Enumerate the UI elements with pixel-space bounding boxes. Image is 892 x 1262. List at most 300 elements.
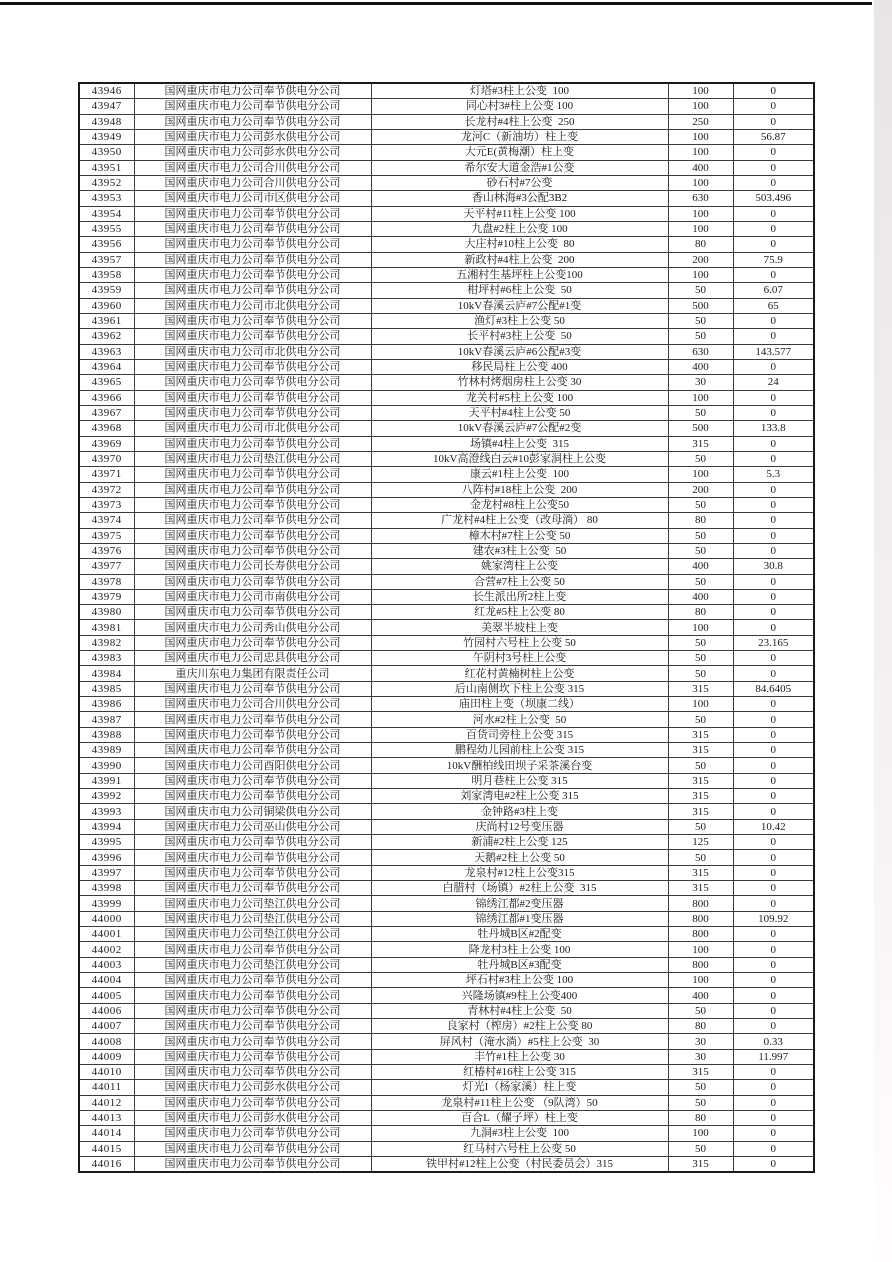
- row-id-cell: 43946: [79, 83, 134, 99]
- page-top-rule: [0, 2, 872, 5]
- company-cell: 国网重庆市电力公司市北供电分公司: [134, 421, 371, 436]
- capacity-cell: 30: [668, 1034, 733, 1049]
- device-name-cell: 移民局柱上公变 400: [371, 359, 668, 374]
- company-cell: 国网重庆市电力公司奉节供电分公司: [134, 83, 371, 99]
- table-row: [79, 83, 814, 99]
- company-cell: 国网重庆市电力公司奉节供电分公司: [134, 283, 371, 298]
- device-name-cell: 牡丹城B区#2配变: [371, 927, 668, 942]
- company-cell: 国网重庆市电力公司奉节供电分公司: [134, 221, 371, 236]
- value-cell: 0: [733, 743, 814, 758]
- company-cell: 国网重庆市电力公司垫江供电分公司: [134, 451, 371, 466]
- capacity-cell: 100: [668, 83, 733, 99]
- device-name-cell: 金钟路#3柱上变: [371, 804, 668, 819]
- row-id-cell: 43970: [79, 451, 134, 466]
- value-cell: 0: [733, 528, 814, 543]
- capacity-cell: 100: [668, 467, 733, 482]
- capacity-cell: 400: [668, 589, 733, 604]
- row-id-cell: 43989: [79, 743, 134, 758]
- company-cell: 国网重庆市电力公司奉节供电分公司: [134, 329, 371, 344]
- capacity-cell: 200: [668, 252, 733, 267]
- device-name-cell: 龙河C（新油坊）柱上变: [371, 129, 668, 144]
- value-cell: 0: [733, 666, 814, 681]
- device-name-cell: 坪石村#3柱上公变 100: [371, 973, 668, 988]
- capacity-cell: 100: [668, 175, 733, 190]
- value-cell: 0: [733, 1110, 814, 1125]
- value-cell: 0: [733, 390, 814, 405]
- table-row: [79, 927, 814, 942]
- company-cell: 国网重庆市电力公司合川供电分公司: [134, 160, 371, 175]
- device-name-cell: 九盘#2柱上公变 100: [371, 221, 668, 236]
- capacity-cell: 100: [668, 129, 733, 144]
- device-name-cell: 庆尚村12号变压器: [371, 819, 668, 834]
- device-name-cell: 长平村#3柱上公变 50: [371, 329, 668, 344]
- capacity-cell: 50: [668, 819, 733, 834]
- table-row: [79, 359, 814, 374]
- row-id-cell: 44013: [79, 1110, 134, 1125]
- table-row: [79, 175, 814, 190]
- value-cell: 84.6405: [733, 681, 814, 696]
- company-cell: 国网重庆市电力公司奉节供电分公司: [134, 1095, 371, 1110]
- row-id-cell: 43972: [79, 482, 134, 497]
- capacity-cell: 100: [668, 206, 733, 221]
- row-id-cell: 44004: [79, 973, 134, 988]
- value-cell: 0: [733, 927, 814, 942]
- value-cell: 0: [733, 942, 814, 957]
- row-id-cell: 43971: [79, 467, 134, 482]
- device-name-cell: 灯光I（杨家溪）柱上变: [371, 1080, 668, 1095]
- row-id-cell: 43966: [79, 390, 134, 405]
- company-cell: 国网重庆市电力公司彭水供电分公司: [134, 145, 371, 160]
- capacity-cell: 100: [668, 145, 733, 160]
- device-name-cell: 金龙村#8柱上公变50: [371, 497, 668, 512]
- company-cell: 国网重庆市电力公司酉阳供电分公司: [134, 758, 371, 773]
- table-row: [79, 712, 814, 727]
- table-row: [79, 620, 814, 635]
- table-row: [79, 114, 814, 129]
- value-cell: 0: [733, 83, 814, 99]
- company-cell: 国网重庆市电力公司奉节供电分公司: [134, 99, 371, 114]
- value-cell: 0: [733, 773, 814, 788]
- device-name-cell: 康云#1柱上公变 100: [371, 467, 668, 482]
- capacity-cell: 100: [668, 390, 733, 405]
- value-cell: 0: [733, 712, 814, 727]
- row-id-cell: 44012: [79, 1095, 134, 1110]
- capacity-cell: 100: [668, 99, 733, 114]
- company-cell: 国网重庆市电力公司长寿供电分公司: [134, 559, 371, 574]
- value-cell: 0: [733, 697, 814, 712]
- capacity-cell: 315: [668, 1065, 733, 1080]
- capacity-cell: 400: [668, 160, 733, 175]
- value-cell: 0: [733, 359, 814, 374]
- company-cell: 国网重庆市电力公司垫江供电分公司: [134, 957, 371, 972]
- value-cell: 0: [733, 605, 814, 620]
- row-id-cell: 43959: [79, 283, 134, 298]
- capacity-cell: 315: [668, 436, 733, 451]
- device-name-cell: 场镇#4柱上公变 315: [371, 436, 668, 451]
- company-cell: 国网重庆市电力公司奉节供电分公司: [134, 681, 371, 696]
- table-row: [79, 513, 814, 528]
- capacity-cell: 800: [668, 927, 733, 942]
- value-cell: 0: [733, 237, 814, 252]
- capacity-cell: 80: [668, 605, 733, 620]
- capacity-cell: 800: [668, 911, 733, 926]
- company-cell: 国网重庆市电力公司巫山供电分公司: [134, 819, 371, 834]
- row-id-cell: 43960: [79, 298, 134, 313]
- device-name-cell: 龙泉村#11柱上公变 （9队湾）50: [371, 1095, 668, 1110]
- capacity-cell: 200: [668, 482, 733, 497]
- row-id-cell: 43996: [79, 850, 134, 865]
- value-cell: 0: [733, 881, 814, 896]
- company-cell: 国网重庆市电力公司奉节供电分公司: [134, 743, 371, 758]
- value-cell: 0: [733, 1126, 814, 1141]
- table-row: [79, 283, 814, 298]
- value-cell: 0: [733, 727, 814, 742]
- table-row: [79, 221, 814, 236]
- company-cell: 国网重庆市电力公司市区供电分公司: [134, 191, 371, 206]
- device-name-cell: 美翠半坡柱上变: [371, 620, 668, 635]
- company-cell: 国网重庆市电力公司奉节供电分公司: [134, 835, 371, 850]
- capacity-cell: 315: [668, 1156, 733, 1172]
- capacity-cell: 800: [668, 957, 733, 972]
- company-cell: 国网重庆市电力公司合川供电分公司: [134, 175, 371, 190]
- table-row: [79, 957, 814, 972]
- company-cell: 国网重庆市电力公司奉节供电分公司: [134, 313, 371, 328]
- company-cell: 国网重庆市电力公司垫江供电分公司: [134, 911, 371, 926]
- capacity-cell: 50: [668, 329, 733, 344]
- device-name-cell: 渔灯#3柱上公变 50: [371, 313, 668, 328]
- company-cell: 国网重庆市电力公司垫江供电分公司: [134, 927, 371, 942]
- company-cell: 国网重庆市电力公司奉节供电分公司: [134, 467, 371, 482]
- row-id-cell: 43964: [79, 359, 134, 374]
- device-name-cell: 大庄村#10柱上公变 80: [371, 237, 668, 252]
- row-id-cell: 44001: [79, 927, 134, 942]
- row-id-cell: 43994: [79, 819, 134, 834]
- capacity-cell: 30: [668, 1049, 733, 1064]
- table-body: [79, 83, 814, 1172]
- capacity-cell: 125: [668, 835, 733, 850]
- company-cell: 国网重庆市电力公司秀山供电分公司: [134, 620, 371, 635]
- row-id-cell: 43973: [79, 497, 134, 512]
- capacity-cell: 630: [668, 191, 733, 206]
- table-row: [79, 390, 814, 405]
- row-id-cell: 44016: [79, 1156, 134, 1172]
- value-cell: 0: [733, 957, 814, 972]
- device-name-cell: 河水#2柱上公变 50: [371, 712, 668, 727]
- company-cell: 国网重庆市电力公司奉节供电分公司: [134, 359, 371, 374]
- row-id-cell: 43979: [79, 589, 134, 604]
- capacity-cell: 100: [668, 267, 733, 282]
- table-row: [79, 313, 814, 328]
- value-cell: 0: [733, 160, 814, 175]
- company-cell: 国网重庆市电力公司奉节供电分公司: [134, 773, 371, 788]
- row-id-cell: 44002: [79, 942, 134, 957]
- table-row: [79, 850, 814, 865]
- company-cell: 国网重庆市电力公司奉节供电分公司: [134, 1065, 371, 1080]
- device-name-cell: 兴隆场镇#9柱上公变400: [371, 988, 668, 1003]
- capacity-cell: 50: [668, 666, 733, 681]
- company-cell: 国网重庆市电力公司垫江供电分公司: [134, 896, 371, 911]
- company-cell: 国网重庆市电力公司市南供电分公司: [134, 589, 371, 604]
- value-cell: 0: [733, 1080, 814, 1095]
- device-name-cell: 红马村六号柱上公变 50: [371, 1141, 668, 1156]
- table-row: [79, 160, 814, 175]
- device-name-cell: 红龙#5柱上公变 80: [371, 605, 668, 620]
- capacity-cell: 50: [668, 1095, 733, 1110]
- capacity-cell: 100: [668, 942, 733, 957]
- table-row: [79, 589, 814, 604]
- value-cell: 0: [733, 1019, 814, 1034]
- company-cell: 国网重庆市电力公司奉节供电分公司: [134, 1034, 371, 1049]
- table-row: [79, 697, 814, 712]
- capacity-cell: 50: [668, 1003, 733, 1018]
- table-row: [79, 497, 814, 512]
- capacity-cell: 800: [668, 896, 733, 911]
- company-cell: 国网重庆市电力公司彭水供电分公司: [134, 1080, 371, 1095]
- row-id-cell: 43991: [79, 773, 134, 788]
- capacity-cell: 315: [668, 881, 733, 896]
- device-name-cell: 龙关村#5柱上公变 100: [371, 390, 668, 405]
- company-cell: 国网重庆市电力公司奉节供电分公司: [134, 712, 371, 727]
- value-cell: 0: [733, 620, 814, 635]
- company-cell: 国网重庆市电力公司奉节供电分公司: [134, 1141, 371, 1156]
- company-cell: 国网重庆市电力公司奉节供电分公司: [134, 1156, 371, 1172]
- value-cell: 0: [733, 789, 814, 804]
- table-row: [79, 911, 814, 926]
- table-row: [79, 1126, 814, 1141]
- row-id-cell: 44010: [79, 1065, 134, 1080]
- value-cell: 0: [733, 1156, 814, 1172]
- capacity-cell: 100: [668, 620, 733, 635]
- value-cell: 5.3: [733, 467, 814, 482]
- table-row: [79, 1156, 814, 1172]
- device-name-cell: 锦绣江都#2变压器: [371, 896, 668, 911]
- company-cell: 国网重庆市电力公司奉节供电分公司: [134, 482, 371, 497]
- table-row: [79, 881, 814, 896]
- value-cell: 0: [733, 1141, 814, 1156]
- company-cell: 国网重庆市电力公司奉节供电分公司: [134, 252, 371, 267]
- company-cell: 国网重庆市电力公司奉节供电分公司: [134, 375, 371, 390]
- device-name-cell: 建农#3柱上公变 50: [371, 543, 668, 558]
- device-name-cell: 灯塔#3柱上公变 100: [371, 83, 668, 99]
- device-name-cell: 香山林海#3公配3B2: [371, 191, 668, 206]
- company-cell: 国网重庆市电力公司奉节供电分公司: [134, 390, 371, 405]
- company-cell: 国网重庆市电力公司市北供电分公司: [134, 298, 371, 313]
- table-row: [79, 329, 814, 344]
- capacity-cell: 500: [668, 298, 733, 313]
- value-cell: 0: [733, 267, 814, 282]
- row-id-cell: 43948: [79, 114, 134, 129]
- device-name-cell: 五湘村生基坪柱上公变100: [371, 267, 668, 282]
- row-id-cell: 43976: [79, 543, 134, 558]
- table-row: [79, 605, 814, 620]
- table-row: [79, 436, 814, 451]
- row-id-cell: 44006: [79, 1003, 134, 1018]
- capacity-cell: 50: [668, 651, 733, 666]
- value-cell: 0: [733, 451, 814, 466]
- capacity-cell: 80: [668, 237, 733, 252]
- capacity-cell: 50: [668, 1080, 733, 1095]
- company-cell: 国网重庆市电力公司奉节供电分公司: [134, 206, 371, 221]
- capacity-cell: 80: [668, 1019, 733, 1034]
- row-id-cell: 44015: [79, 1141, 134, 1156]
- row-id-cell: 43956: [79, 237, 134, 252]
- page-edge-shadow: [874, 0, 892, 1262]
- device-name-cell: 长生派出所2柱上变: [371, 589, 668, 604]
- table-row: [79, 651, 814, 666]
- company-cell: 国网重庆市电力公司奉节供电分公司: [134, 605, 371, 620]
- table-row: [79, 727, 814, 742]
- table-row: [79, 666, 814, 681]
- capacity-cell: 50: [668, 635, 733, 650]
- device-name-cell: 丰竹#1柱上公变 30: [371, 1049, 668, 1064]
- row-id-cell: 43954: [79, 206, 134, 221]
- company-cell: 国网重庆市电力公司奉节供电分公司: [134, 543, 371, 558]
- row-id-cell: 43998: [79, 881, 134, 896]
- company-cell: 国网重庆市电力公司铜梁供电分公司: [134, 804, 371, 819]
- value-cell: 0: [733, 405, 814, 420]
- table-row: [79, 405, 814, 420]
- value-cell: 0: [733, 1003, 814, 1018]
- capacity-cell: 315: [668, 743, 733, 758]
- row-id-cell: 43955: [79, 221, 134, 236]
- capacity-cell: 50: [668, 574, 733, 589]
- row-id-cell: 44005: [79, 988, 134, 1003]
- capacity-cell: 50: [668, 313, 733, 328]
- capacity-cell: 50: [668, 497, 733, 512]
- value-cell: 0: [733, 651, 814, 666]
- company-cell: 国网重庆市电力公司奉节供电分公司: [134, 789, 371, 804]
- value-cell: 133.8: [733, 421, 814, 436]
- value-cell: 143.577: [733, 344, 814, 359]
- table-row: [79, 298, 814, 313]
- capacity-cell: 500: [668, 421, 733, 436]
- company-cell: 国网重庆市电力公司奉节供电分公司: [134, 114, 371, 129]
- company-cell: 国网重庆市电力公司奉节供电分公司: [134, 267, 371, 282]
- table-row: [79, 344, 814, 359]
- capacity-cell: 315: [668, 727, 733, 742]
- table-row: [79, 804, 814, 819]
- capacity-cell: 315: [668, 804, 733, 819]
- device-name-cell: 希尔安大道金浩#1公变: [371, 160, 668, 175]
- capacity-cell: 50: [668, 283, 733, 298]
- transformer-table: [78, 82, 815, 1173]
- device-name-cell: 广龙村#4柱上公变（改母淌） 80: [371, 513, 668, 528]
- company-cell: 国网重庆市电力公司奉节供电分公司: [134, 1126, 371, 1141]
- company-cell: 国网重庆市电力公司忠县供电分公司: [134, 651, 371, 666]
- company-cell: 国网重庆市电力公司奉节供电分公司: [134, 1019, 371, 1034]
- value-cell: 0: [733, 973, 814, 988]
- table-row: [79, 421, 814, 436]
- device-name-cell: 降龙村3柱上公变 100: [371, 942, 668, 957]
- table-row: [79, 973, 814, 988]
- row-id-cell: 44003: [79, 957, 134, 972]
- row-id-cell: 43958: [79, 267, 134, 282]
- table-row: [79, 1095, 814, 1110]
- device-name-cell: 刘家湾电#2柱上公变 315: [371, 789, 668, 804]
- row-id-cell: 43997: [79, 865, 134, 880]
- company-cell: 国网重庆市电力公司奉节供电分公司: [134, 988, 371, 1003]
- company-cell: 国网重庆市电力公司市北供电分公司: [134, 344, 371, 359]
- table-row: [79, 543, 814, 558]
- table-row: [79, 1110, 814, 1125]
- company-cell: 国网重庆市电力公司奉节供电分公司: [134, 865, 371, 880]
- capacity-cell: 315: [668, 789, 733, 804]
- value-cell: 11.997: [733, 1049, 814, 1064]
- row-id-cell: 43990: [79, 758, 134, 773]
- value-cell: 0: [733, 513, 814, 528]
- table-row: [79, 681, 814, 696]
- company-cell: 国网重庆市电力公司奉节供电分公司: [134, 881, 371, 896]
- table-row: [79, 559, 814, 574]
- row-id-cell: 43963: [79, 344, 134, 359]
- row-id-cell: 43977: [79, 559, 134, 574]
- capacity-cell: 50: [668, 451, 733, 466]
- row-id-cell: 43947: [79, 99, 134, 114]
- row-id-cell: 44009: [79, 1049, 134, 1064]
- capacity-cell: 50: [668, 758, 733, 773]
- device-name-cell: 天鹅#2柱上公变 50: [371, 850, 668, 865]
- capacity-cell: 50: [668, 1141, 733, 1156]
- value-cell: 0: [733, 896, 814, 911]
- device-name-cell: 庙田柱上变（坝康二线）: [371, 697, 668, 712]
- company-cell: 国网重庆市电力公司合川供电分公司: [134, 697, 371, 712]
- company-cell: 国网重庆市电力公司奉节供电分公司: [134, 1003, 371, 1018]
- table-row: [79, 145, 814, 160]
- capacity-cell: 100: [668, 697, 733, 712]
- device-name-cell: 新政村#4柱上公变 200: [371, 252, 668, 267]
- value-cell: 0: [733, 313, 814, 328]
- value-cell: 6.07: [733, 283, 814, 298]
- row-id-cell: 43995: [79, 835, 134, 850]
- table-row: [79, 375, 814, 390]
- row-id-cell: 43968: [79, 421, 134, 436]
- company-cell: 国网重庆市电力公司彭水供电分公司: [134, 129, 371, 144]
- value-cell: 0: [733, 497, 814, 512]
- device-name-cell: 明月巷柱上公变 315: [371, 773, 668, 788]
- row-id-cell: 43985: [79, 681, 134, 696]
- device-name-cell: 天平村#4柱上公变 50: [371, 405, 668, 420]
- company-cell: 国网重庆市电力公司奉节供电分公司: [134, 436, 371, 451]
- device-name-cell: 新浦#2柱上公变 125: [371, 835, 668, 850]
- device-name-cell: 红椿村#16柱上公变 315: [371, 1065, 668, 1080]
- company-cell: 国网重庆市电力公司奉节供电分公司: [134, 635, 371, 650]
- capacity-cell: 400: [668, 988, 733, 1003]
- row-id-cell: 43983: [79, 651, 134, 666]
- row-id-cell: 43999: [79, 896, 134, 911]
- table-row: [79, 129, 814, 144]
- table-row: [79, 635, 814, 650]
- company-cell: 国网重庆市电力公司奉节供电分公司: [134, 574, 371, 589]
- device-name-cell: 牡丹城B区#3配变: [371, 957, 668, 972]
- table-row: [79, 819, 814, 834]
- company-cell: 重庆川东电力集团有限责任公司: [134, 666, 371, 681]
- table-row: [79, 1141, 814, 1156]
- table-row: [79, 267, 814, 282]
- company-cell: 国网重庆市电力公司奉节供电分公司: [134, 942, 371, 957]
- capacity-cell: 315: [668, 773, 733, 788]
- value-cell: 0: [733, 804, 814, 819]
- value-cell: 65: [733, 298, 814, 313]
- row-id-cell: 43965: [79, 375, 134, 390]
- value-cell: 0: [733, 543, 814, 558]
- device-name-cell: 10kV春溪云庐#6公配#3变: [371, 344, 668, 359]
- row-id-cell: 43986: [79, 697, 134, 712]
- table-row: [79, 1034, 814, 1049]
- company-cell: 国网重庆市电力公司奉节供电分公司: [134, 513, 371, 528]
- capacity-cell: 630: [668, 344, 733, 359]
- capacity-cell: 80: [668, 1110, 733, 1125]
- value-cell: 0: [733, 835, 814, 850]
